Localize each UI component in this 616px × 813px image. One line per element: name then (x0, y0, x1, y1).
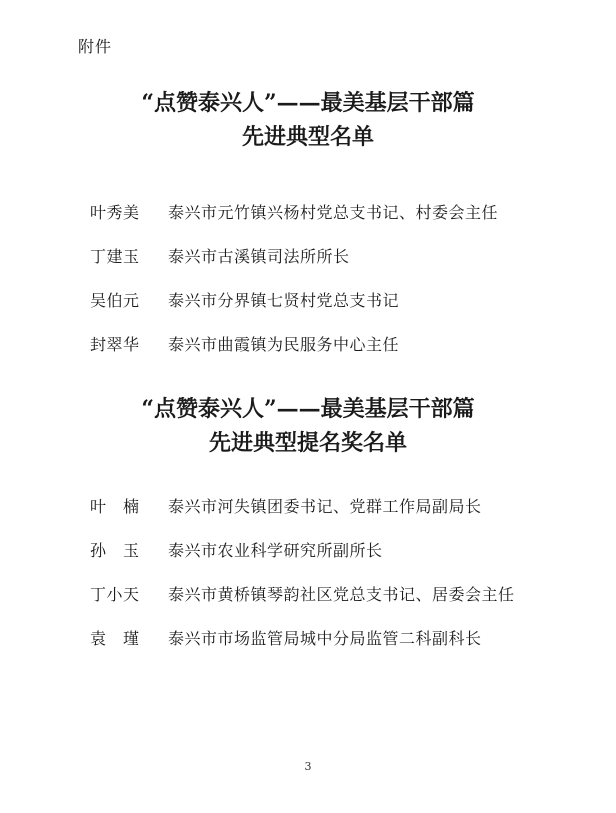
person-position: 泰兴市元竹镇兴杨村党总支书记、村委会主任 (168, 203, 499, 222)
list-item (0, 284, 616, 328)
list-item (0, 196, 616, 240)
person-position: 泰兴市黄桥镇琴韵社区党总支书记、居委会主任 (168, 585, 515, 604)
person-name: 封翠华 (90, 335, 140, 354)
person-position: 泰兴市分界镇七贤村党总支书记 (168, 291, 400, 310)
section-2-list (0, 490, 616, 666)
list-item (0, 240, 616, 284)
person-name: 叶 楠 (90, 497, 140, 516)
list-item (0, 534, 616, 578)
section-1-title (0, 86, 616, 154)
person-name: 孙 玉 (90, 541, 140, 560)
person-name: 袁 瑾 (90, 629, 140, 648)
list-item (0, 328, 616, 372)
person-name: 丁建玉 (90, 247, 140, 266)
section-1-title-line-2: 先进典型名单 (241, 124, 374, 150)
person-name: 吴伯元 (90, 291, 140, 310)
person-position: 泰兴市曲霞镇为民服务中心主任 (168, 335, 400, 354)
person-position: 泰兴市农业科学研究所副所长 (168, 541, 383, 560)
person-name: 叶秀美 (90, 203, 140, 222)
list-item (0, 622, 616, 666)
list-item (0, 578, 616, 622)
section-2-title-line-2: 先进典型提名奖名单 (208, 430, 407, 456)
person-position: 泰兴市古溪镇司法所所长 (168, 247, 350, 266)
page-number: 3 (304, 760, 312, 773)
person-name: 丁小天 (90, 585, 140, 604)
list-item (0, 490, 616, 534)
section-1-title-line-1: “点赞泰兴人”——最美基层干部篇 (141, 90, 475, 116)
section-2-title-line-1: “点赞泰兴人”——最美基层干部篇 (141, 396, 475, 422)
person-position: 泰兴市河失镇团委书记、党群工作局副局长 (168, 497, 482, 516)
attachment-label: 附件 (78, 37, 113, 56)
section-1-list (0, 196, 616, 372)
section-2-title (0, 392, 616, 460)
person-position: 泰兴市市场监管局城中分局监管二科副科长 (168, 629, 482, 648)
